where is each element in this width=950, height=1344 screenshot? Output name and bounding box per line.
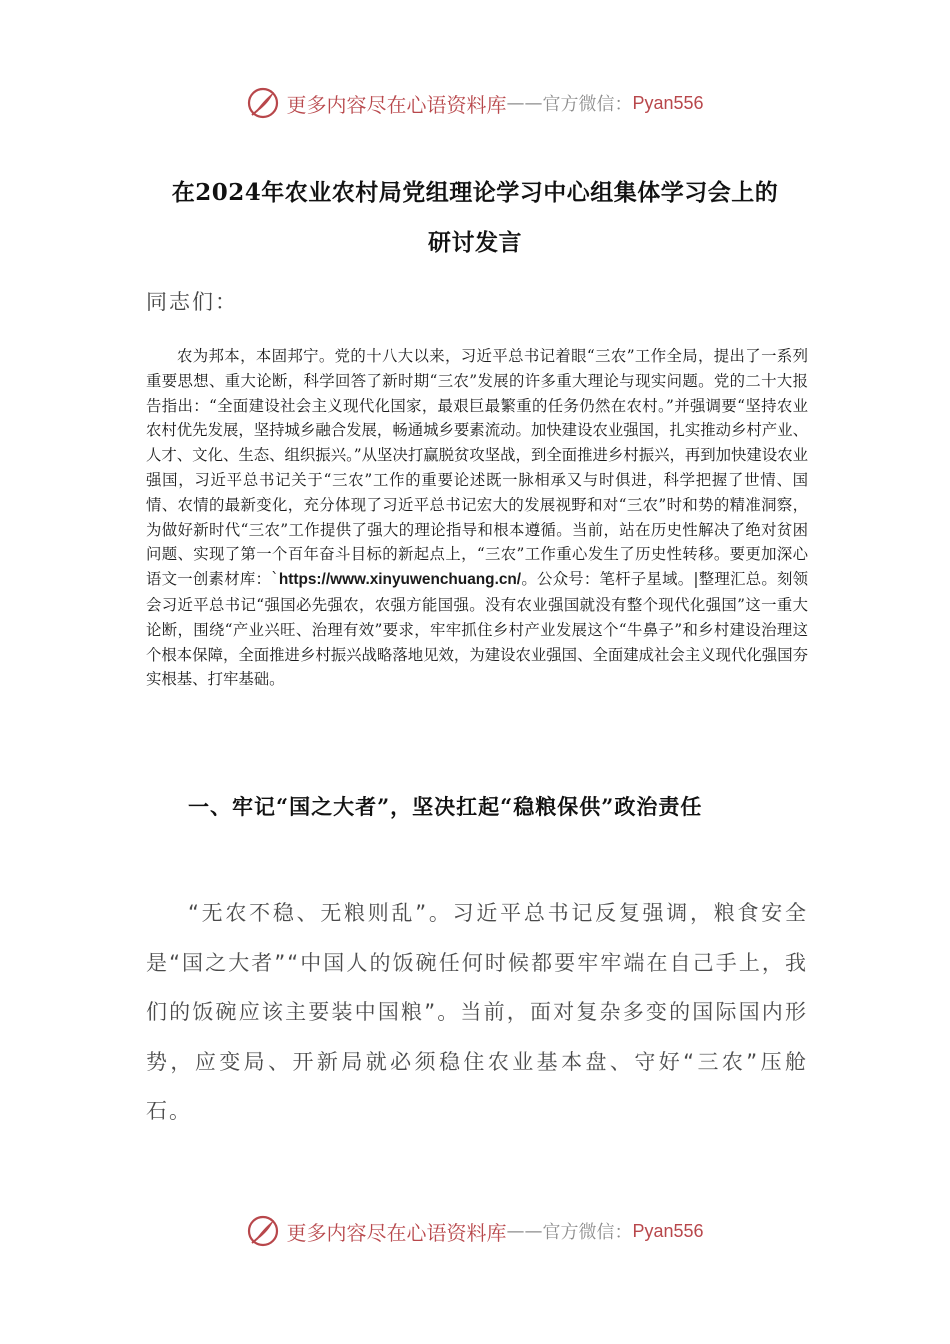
banner-separator: —— <box>506 92 543 114</box>
document-title-line1: 在2024年农业农村局党组理论学习中心组集体学习会上的 <box>171 179 779 206</box>
intro-url: https://www.xinyuwenchuang.cn/ <box>278 571 522 589</box>
banner-slogan: 更多内容尽在心语资料库 <box>286 1220 507 1245</box>
intro-text-part2: 。公众号：笔杆子星域。|整理汇总。刻领会习近平总书记“强国必先强农，农强方能国强。没有农业强国就没有整个现代化强国”这一重大论断，围绕“产业兴旺、治理有效”要求，牢牢抓住乡村产业发展这个“牛鼻子”和乡村建设治理这个根本保障，全面推进乡村振兴战略落地见效，为建设农业强国、全面建成社会主义现代化强国夯实根基、打牢基础。 <box>146 570 809 689</box>
feather-pen-icon <box>246 1214 280 1248</box>
header-watermark-banner <box>0 83 950 123</box>
banner-wechat-label: 官方微信： <box>542 94 633 115</box>
banner-separator: —— <box>506 1220 543 1242</box>
section1-paragraph: “无农不稳、无粮则乱”。习近平总书记反复强调，粮食安全是“国之大者”“中国人的饭碗任何时候都要牢牢端在自己手上，我们的饭碗应该主要装中国粮”。当前，面对复杂多变的国际国内形势，应变局、开新局就必须稳住农业基本盘、守好“三农”压舱石。 <box>146 901 808 1123</box>
section1-heading: 一、牢记“国之大者”，坚决扛起“稳粮保供”政治责任 <box>188 794 703 819</box>
banner-wechat-id: Pyan556 <box>632 1220 704 1241</box>
salutation: 同志们： <box>146 290 238 314</box>
banner-wechat-label: 官方微信： <box>542 1222 633 1243</box>
document-title-line2: 研讨发言 <box>428 229 522 256</box>
banner-wechat-id: Pyan556 <box>632 92 704 113</box>
banner-slogan: 更多内容尽在心语资料库 <box>286 92 507 117</box>
intro-paragraph <box>146 344 808 692</box>
footer-watermark-banner <box>0 1211 950 1251</box>
intro-text-part1: 农为邦本，本固邦宁。党的十八大以来，习近平总书记着眼“三农”工作全局，提出了一系列重要思想、重大论断，科学回答了新时期“三农”发展的许多重大理论与现实问题。党的二十大报告指出：“全面建设社会主义现代化国家，最艰巨最繁重的任务仍然在农村。”并强调要“坚持农业农村优先发展，坚持城乡融合发展，畅通城乡要素流动。加快建设农业强国，扎实推动乡村产业、人才、文化、生态、组织振兴。”从坚决打赢脱贫攻坚战，到全面推进乡村振兴，再到加快建设农业强国，习近平总书记关于“三农”工作的重要论述既一脉相承又与时俱进，科学把握了世情、国情、农情的最新变化，充分体现了习近平总书记宏大的发展视野和对“三农”时和势的精准洞察，为做好新时代“三农”工作提供了强大的理论指导和根本遵循。当前，站在历史性解决了绝对贫困问题、实现了第一个百年奋斗目标的新起点上，“三农”工作重心发生了历史性转移。要更加深心语文一创素材库：` <box>146 347 808 589</box>
feather-pen-icon <box>246 86 280 120</box>
